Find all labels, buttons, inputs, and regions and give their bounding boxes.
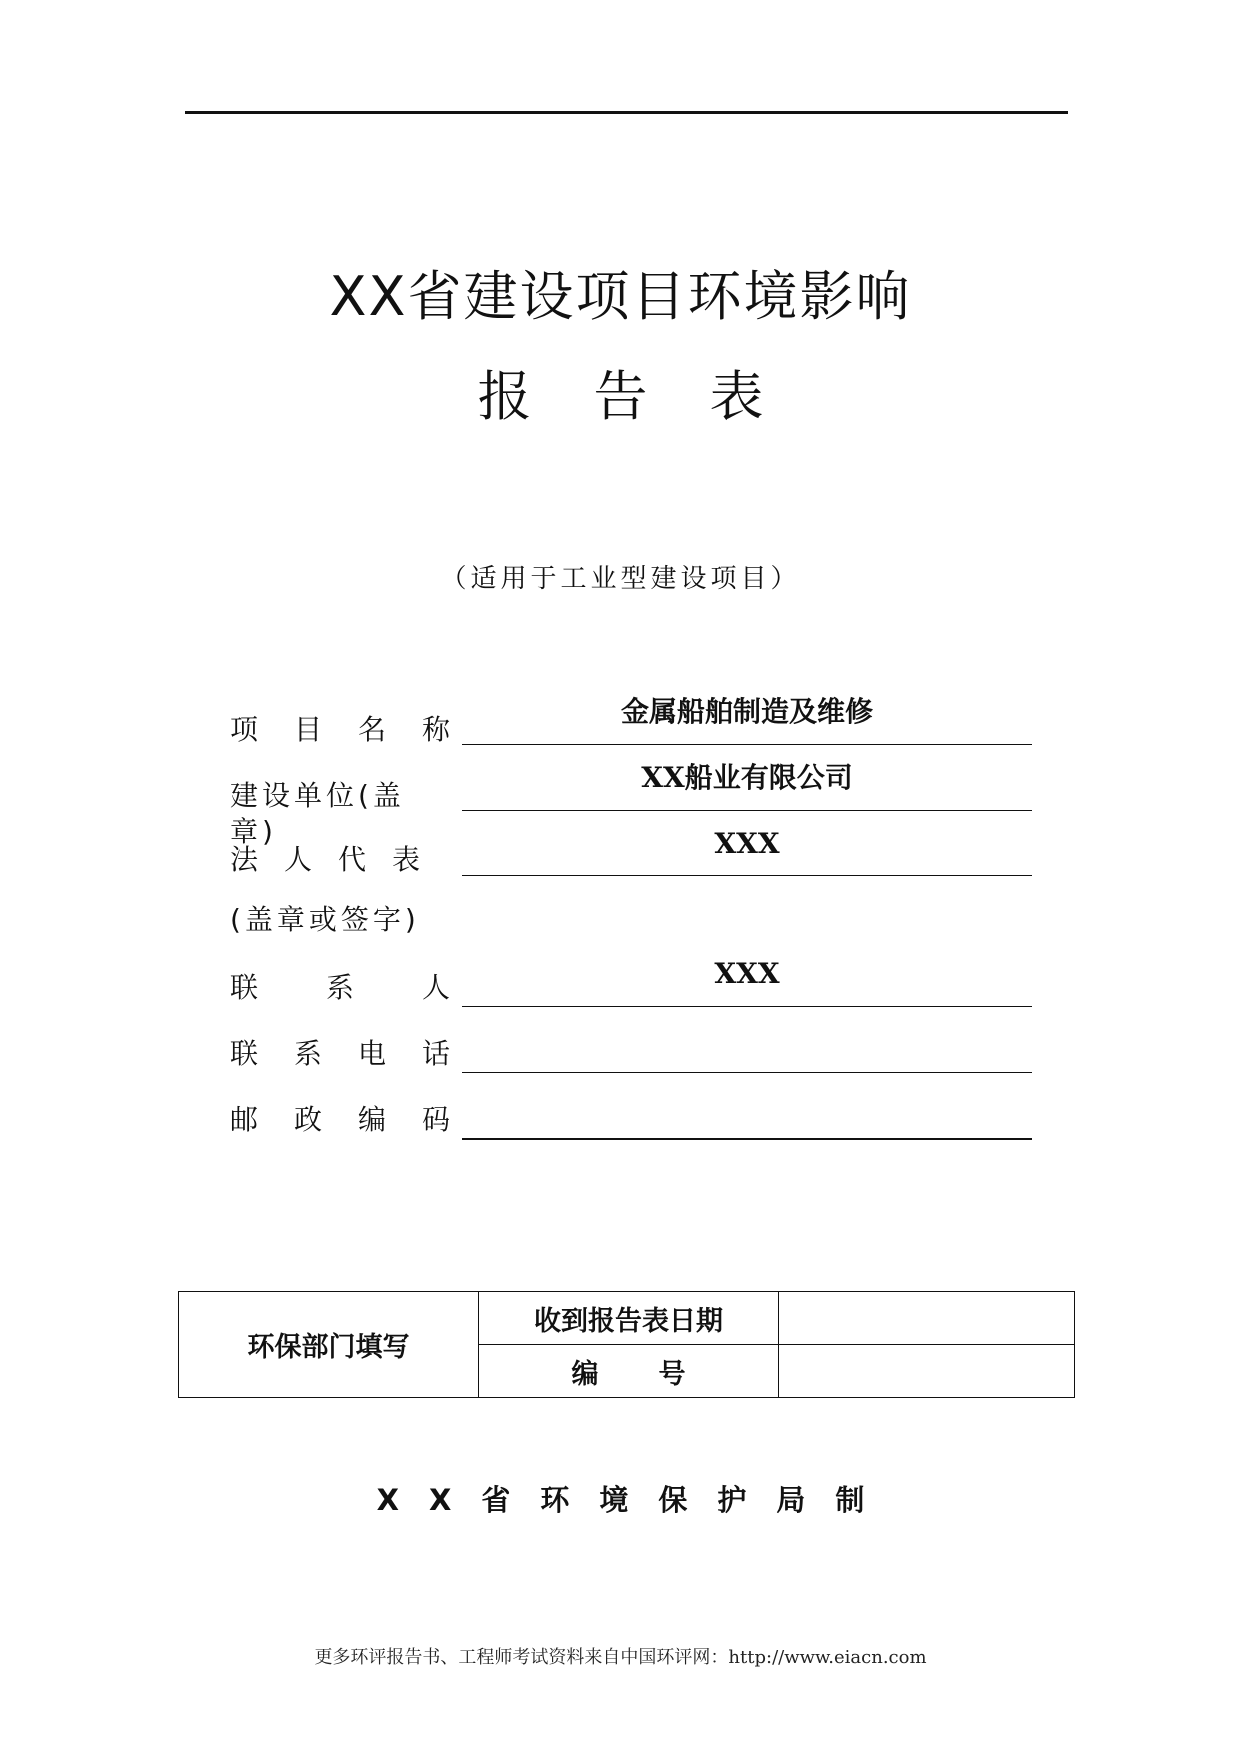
environmental-office-table: [178, 1291, 1075, 1398]
field-label-postal-code: 邮 政 编 码: [230, 1103, 450, 1136]
field-value-contact-person: XXX: [714, 957, 780, 990]
field-label-stamp-or-sign: (盖章或签字): [230, 903, 420, 936]
document-title-report-form: 报告表: [477, 365, 826, 428]
issuing-authority: XX省环境保护局制: [376, 1483, 895, 1517]
field-line-project-name: [462, 744, 1032, 745]
received-date-value: [779, 1292, 1075, 1345]
field-line-contact-person: [462, 1006, 1032, 1007]
office-section-label: 环保部门填写: [179, 1292, 479, 1398]
field-label-construction-unit: 建设单位(盖章): [230, 779, 405, 848]
field-label-contact-person: 联 系 人: [230, 971, 450, 1004]
field-line-legal-representative: [462, 875, 1032, 876]
field-value-legal-representative: XXX: [714, 827, 780, 860]
field-line-postal-code: [462, 1138, 1032, 1140]
received-date-label: 收到报告表日期: [479, 1292, 779, 1345]
field-value-project-name: 金属船舶制造及维修: [620, 695, 873, 728]
field-label-legal-representative: 法 人 代 表: [230, 843, 420, 876]
footer-note: 更多环评报告书、工程师考试资料来自中国环评网：http://www.eiacn.com: [314, 1647, 927, 1668]
field-label-contact-phone: 联 系 电 话: [230, 1037, 450, 1070]
field-line-construction-unit: [462, 810, 1032, 811]
document-title: XX省建设项目环境影响: [329, 265, 912, 328]
serial-number-label: 编号: [479, 1345, 779, 1398]
serial-number-value: [779, 1345, 1075, 1398]
top-rule: [185, 111, 1068, 114]
field-value-construction-unit: XX船业有限公司: [641, 761, 853, 794]
field-line-contact-phone: [462, 1072, 1032, 1073]
document-subtitle: （适用于工业型建设项目）: [440, 564, 801, 594]
field-label-project-name: 项 目 名 称: [230, 713, 450, 746]
